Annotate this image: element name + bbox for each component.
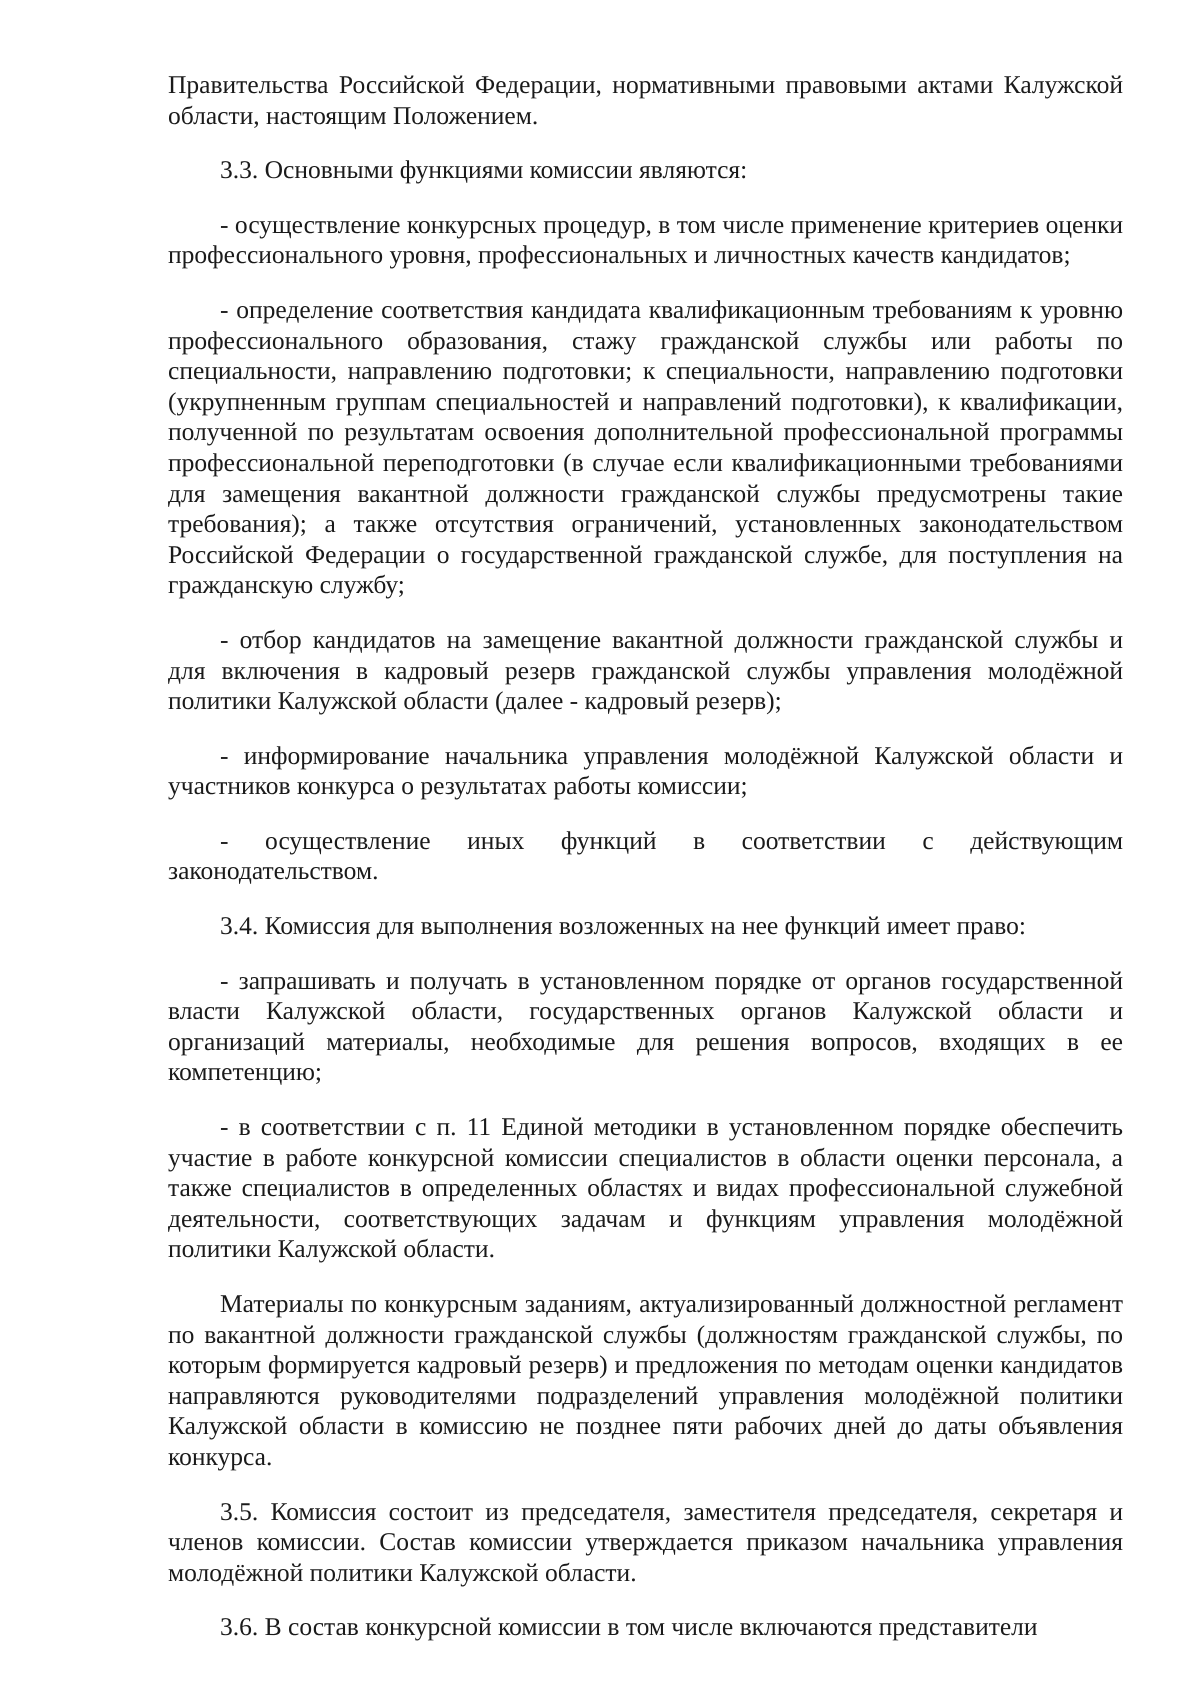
function-item-informing: - информирование начальника управления молодёжной Калужской области и участников конкурса о результатах работы комиссии; — [168, 740, 1123, 801]
clause-3-6: 3.6. В состав конкурсной комиссии в том числе включаются представители — [220, 1612, 1038, 1642]
function-item-selection: - отбор кандидатов на замещение вакантной должности гражданской службы и для включения в кадровый резерв гражданской службы управления молодёжной политики Калужской области (далее - кадровый резерв); — [168, 624, 1123, 716]
paragraph-continuation: Правительства Российской Федерации, нормативными правовыми актами Калужской области, настоящим Положением. — [168, 70, 1123, 130]
materials-paragraph: Материалы по конкурсным заданиям, актуализированный должностной регламент по вакантной должности гражданской службы (должностям гражданской службы, по которым формируется кадровый резерв) и предложения по методам оценки кандидатов направляются руководителями подразделений управления молодёжной политики Калужской области в комиссию не позднее пяти рабочих дней до даты объявления конкурса. — [168, 1289, 1123, 1471]
document-page — [168, 70, 1123, 1643]
function-item-procedures: - осуществление конкурсных процедур, в том числе применение критериев оценки профессионального уровня, профессиональных и личностных качеств кандидатов; — [168, 209, 1123, 270]
function-item-qualification: - определение соответствия кандидата квалификационным требованиям к уровню профессионального образования, стажу гражданской службы или работы по специальности, направлению подготовки; к специальности, направлению подготовки (укрупненным группам специальностей и направлений подготовки), к квалификации, полученной по результатам освоения дополнительной профессиональной программы профессиональной переподготовки (в случае если квалификационными требованиями для замещения вакантной должности гражданской службы предусмотрены такие требования); а также отсутствия ограничений, установленных законодательством Российской Федерации о государственной гражданской службе, для поступления на гражданскую службу; — [168, 294, 1123, 600]
right-item-specialists: - в соответствии с п. 11 Единой методики в установленном порядке обеспечить участие в работе конкурсной комиссии специалистов в области оценки персонала, а также специалистов в определенных областях и видах профессиональной служебной деятельности, соответствующих задачам и функциям управления молодёжной политики Калужской области. — [168, 1112, 1123, 1264]
clause-3-5: 3.5. Комиссия состоит из председателя, заместителя председателя, секретаря и членов комиссии. Состав комиссии утверждается приказом начальника управления молодёжной политики Калужской области. — [168, 1496, 1123, 1587]
clause-3-4-heading: 3.4. Комиссия для выполнения возложенных на нее функций имеет право: — [220, 911, 1026, 941]
right-item-request: - запрашивать и получать в установленном порядке от органов государственной власти Калужской области, государственных органов Калужской области и организаций материалы, необходимые для решения вопросов, входящих в ее компетенцию; — [168, 965, 1123, 1087]
function-item-other: - осуществление иных функций в соответствии с действующим законодательством. — [168, 825, 1123, 886]
clause-3-3-heading: 3.3. Основными функциями комиссии являются: — [220, 155, 748, 185]
